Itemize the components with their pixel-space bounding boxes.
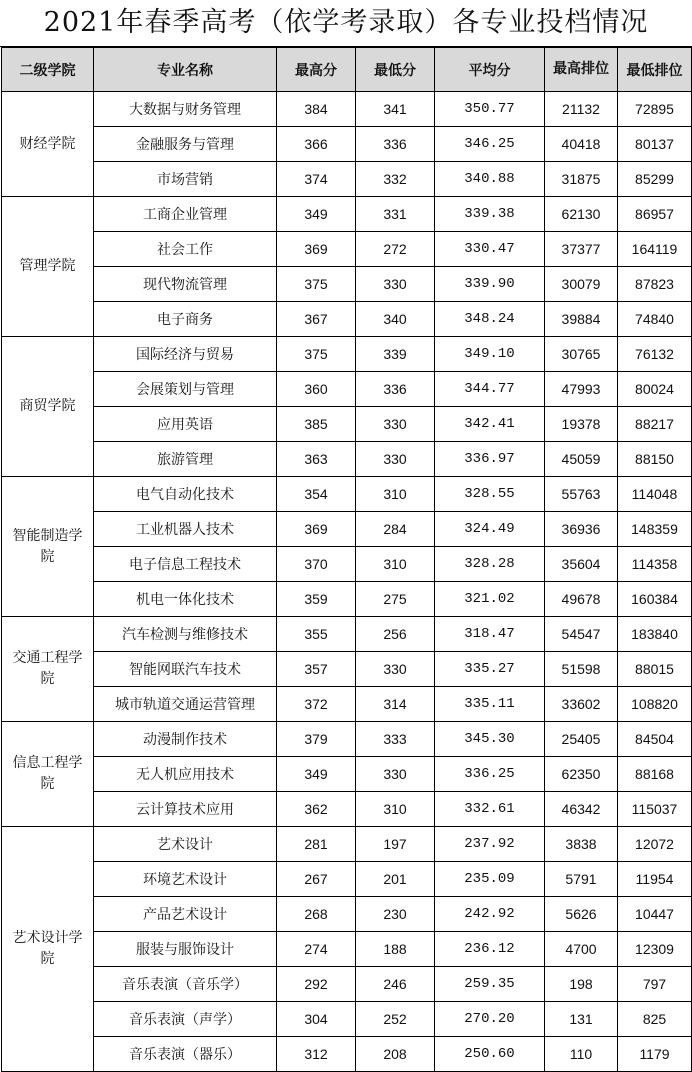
best-rank-cell: 131 [545,1002,618,1037]
min-score-cell: 252 [356,1002,435,1037]
max-score-cell: 363 [277,442,356,477]
header-major: 专业名称 [94,48,277,92]
max-score-cell: 267 [277,862,356,897]
avg-score-cell: 270.20 [435,1002,545,1037]
avg-score-cell: 346.25 [435,127,545,162]
min-score-cell: 330 [356,407,435,442]
worst-rank-cell: 148359 [618,512,692,547]
college-cell: 管理学院 [2,197,94,337]
min-score-cell: 330 [356,442,435,477]
worst-rank-cell: 1179 [618,1037,692,1072]
avg-score-cell: 259.35 [435,967,545,1002]
worst-rank-cell: 80137 [618,127,692,162]
admission-table [1,47,692,1072]
max-score-cell: 366 [277,127,356,162]
best-rank-cell: 62350 [545,757,618,792]
table-row [2,267,692,302]
best-rank-cell: 35604 [545,547,618,582]
header-avg-score: 平均分 [435,48,545,92]
table-row [2,617,692,652]
max-score-cell: 367 [277,302,356,337]
min-score-cell: 310 [356,477,435,512]
best-rank-cell: 49678 [545,582,618,617]
header-best-rank: 最高排位 [545,48,618,92]
max-score-cell: 369 [277,232,356,267]
worst-rank-cell: 10447 [618,897,692,932]
max-score-cell: 379 [277,722,356,757]
table-row [2,757,692,792]
max-score-cell: 354 [277,477,356,512]
avg-score-cell: 328.55 [435,477,545,512]
worst-rank-cell: 85299 [618,162,692,197]
major-cell: 音乐表演（声学） [94,1002,277,1037]
best-rank-cell: 19378 [545,407,618,442]
major-cell: 电子信息工程技术 [94,547,277,582]
major-cell: 国际经济与贸易 [94,337,277,372]
best-rank-cell: 110 [545,1037,618,1072]
avg-score-cell: 321.02 [435,582,545,617]
max-score-cell: 281 [277,827,356,862]
avg-score-cell: 350.77 [435,92,545,127]
worst-rank-cell: 12072 [618,827,692,862]
major-cell: 汽车检测与维修技术 [94,617,277,652]
max-score-cell: 349 [277,757,356,792]
avg-score-cell: 349.10 [435,337,545,372]
best-rank-cell: 30765 [545,337,618,372]
college-cell: 交通工程学院 [2,617,94,722]
table-row [2,442,692,477]
max-score-cell: 370 [277,547,356,582]
best-rank-cell: 62130 [545,197,618,232]
max-score-cell: 355 [277,617,356,652]
table-row [2,932,692,967]
worst-rank-cell: 87823 [618,267,692,302]
worst-rank-cell: 74840 [618,302,692,337]
page-title: 2021年春季高考（依学考录取）各专业投档情况 [0,0,692,47]
min-score-cell: 310 [356,792,435,827]
major-cell: 产品艺术设计 [94,897,277,932]
min-score-cell: 284 [356,512,435,547]
avg-score-cell: 342.41 [435,407,545,442]
min-score-cell: 256 [356,617,435,652]
table-row [2,372,692,407]
max-score-cell: 274 [277,932,356,967]
min-score-cell: 333 [356,722,435,757]
major-cell: 智能网联汽车技术 [94,652,277,687]
major-cell: 应用英语 [94,407,277,442]
min-score-cell: 336 [356,127,435,162]
best-rank-cell: 37377 [545,232,618,267]
table-row [2,127,692,162]
worst-rank-cell: 108820 [618,687,692,722]
avg-score-cell: 324.49 [435,512,545,547]
worst-rank-cell: 797 [618,967,692,1002]
college-cell: 智能制造学院 [2,477,94,617]
min-score-cell: 310 [356,547,435,582]
best-rank-cell: 36936 [545,512,618,547]
min-score-cell: 341 [356,92,435,127]
major-cell: 工业机器人技术 [94,512,277,547]
table-row [2,477,692,512]
table-row [2,967,692,1002]
table-row [2,547,692,582]
header-worst-rank: 最低排位 [618,48,692,92]
min-score-cell: 339 [356,337,435,372]
major-cell: 会展策划与管理 [94,372,277,407]
major-cell: 金融服务与管理 [94,127,277,162]
max-score-cell: 374 [277,162,356,197]
avg-score-cell: 345.30 [435,722,545,757]
max-score-cell: 375 [277,337,356,372]
best-rank-cell: 54547 [545,617,618,652]
max-score-cell: 375 [277,267,356,302]
table-row [2,862,692,897]
max-score-cell: 304 [277,1002,356,1037]
major-cell: 云计算技术应用 [94,792,277,827]
avg-score-cell: 344.77 [435,372,545,407]
major-cell: 城市轨道交通运营管理 [94,687,277,722]
best-rank-cell: 5626 [545,897,618,932]
major-cell: 电气自动化技术 [94,477,277,512]
min-score-cell: 330 [356,267,435,302]
max-score-cell: 349 [277,197,356,232]
avg-score-cell: 250.60 [435,1037,545,1072]
avg-score-cell: 339.90 [435,267,545,302]
college-cell: 艺术设计学院 [2,827,94,1072]
worst-rank-cell: 84504 [618,722,692,757]
table-row [2,162,692,197]
major-cell: 旅游管理 [94,442,277,477]
max-score-cell: 385 [277,407,356,442]
major-cell: 动漫制作技术 [94,722,277,757]
major-cell: 市场营销 [94,162,277,197]
worst-rank-cell: 11954 [618,862,692,897]
min-score-cell: 332 [356,162,435,197]
table-row [2,92,692,127]
major-cell: 大数据与财务管理 [94,92,277,127]
avg-score-cell: 235.09 [435,862,545,897]
best-rank-cell: 5791 [545,862,618,897]
avg-score-cell: 336.25 [435,757,545,792]
table-row [2,512,692,547]
worst-rank-cell: 76132 [618,337,692,372]
max-score-cell: 362 [277,792,356,827]
worst-rank-cell: 86957 [618,197,692,232]
max-score-cell: 369 [277,512,356,547]
min-score-cell: 330 [356,652,435,687]
min-score-cell: 188 [356,932,435,967]
best-rank-cell: 3838 [545,827,618,862]
table-row [2,197,692,232]
best-rank-cell: 55763 [545,477,618,512]
min-score-cell: 272 [356,232,435,267]
major-cell: 音乐表演（器乐） [94,1037,277,1072]
min-score-cell: 314 [356,687,435,722]
worst-rank-cell: 164119 [618,232,692,267]
table-row [2,792,692,827]
worst-rank-cell: 160384 [618,582,692,617]
college-cell: 信息工程学院 [2,722,94,827]
worst-rank-cell: 114048 [618,477,692,512]
min-score-cell: 330 [356,757,435,792]
min-score-cell: 197 [356,827,435,862]
major-cell: 社会工作 [94,232,277,267]
max-score-cell: 360 [277,372,356,407]
best-rank-cell: 45059 [545,442,618,477]
best-rank-cell: 30079 [545,267,618,302]
table-row [2,687,692,722]
min-score-cell: 340 [356,302,435,337]
best-rank-cell: 47993 [545,372,618,407]
college-cell: 商贸学院 [2,337,94,477]
table-row [2,337,692,372]
avg-score-cell: 242.92 [435,897,545,932]
header-college: 二级学院 [2,48,94,92]
max-score-cell: 312 [277,1037,356,1072]
max-score-cell: 359 [277,582,356,617]
header-row [2,48,692,92]
avg-score-cell: 237.92 [435,827,545,862]
table-row [2,652,692,687]
avg-score-cell: 318.47 [435,617,545,652]
best-rank-cell: 33602 [545,687,618,722]
best-rank-cell: 31875 [545,162,618,197]
table-row [2,1037,692,1072]
worst-rank-cell: 88015 [618,652,692,687]
min-score-cell: 331 [356,197,435,232]
major-cell: 服装与服饰设计 [94,932,277,967]
avg-score-cell: 335.27 [435,652,545,687]
min-score-cell: 230 [356,897,435,932]
best-rank-cell: 51598 [545,652,618,687]
major-cell: 环境艺术设计 [94,862,277,897]
worst-rank-cell: 72895 [618,92,692,127]
major-cell: 电子商务 [94,302,277,337]
worst-rank-cell: 114358 [618,547,692,582]
avg-score-cell: 339.38 [435,197,545,232]
header-min-score: 最低分 [356,48,435,92]
max-score-cell: 292 [277,967,356,1002]
worst-rank-cell: 88150 [618,442,692,477]
max-score-cell: 357 [277,652,356,687]
max-score-cell: 372 [277,687,356,722]
worst-rank-cell: 183840 [618,617,692,652]
worst-rank-cell: 825 [618,1002,692,1037]
header-max-score: 最高分 [277,48,356,92]
min-score-cell: 336 [356,372,435,407]
best-rank-cell: 21132 [545,92,618,127]
table-row [2,897,692,932]
max-score-cell: 268 [277,897,356,932]
worst-rank-cell: 80024 [618,372,692,407]
table-row [2,407,692,442]
major-cell: 音乐表演（音乐学） [94,967,277,1002]
avg-score-cell: 336.97 [435,442,545,477]
best-rank-cell: 46342 [545,792,618,827]
best-rank-cell: 40418 [545,127,618,162]
worst-rank-cell: 88217 [618,407,692,442]
best-rank-cell: 25405 [545,722,618,757]
min-score-cell: 275 [356,582,435,617]
avg-score-cell: 332.61 [435,792,545,827]
avg-score-cell: 348.24 [435,302,545,337]
major-cell: 机电一体化技术 [94,582,277,617]
min-score-cell: 208 [356,1037,435,1072]
min-score-cell: 246 [356,967,435,1002]
table-row [2,302,692,337]
min-score-cell: 201 [356,862,435,897]
avg-score-cell: 335.11 [435,687,545,722]
avg-score-cell: 330.47 [435,232,545,267]
best-rank-cell: 198 [545,967,618,1002]
table-row [2,582,692,617]
major-cell: 现代物流管理 [94,267,277,302]
best-rank-cell: 39884 [545,302,618,337]
table-row [2,827,692,862]
college-cell: 财经学院 [2,92,94,197]
max-score-cell: 384 [277,92,356,127]
major-cell: 无人机应用技术 [94,757,277,792]
major-cell: 艺术设计 [94,827,277,862]
worst-rank-cell: 115037 [618,792,692,827]
avg-score-cell: 236.12 [435,932,545,967]
avg-score-cell: 340.88 [435,162,545,197]
major-cell: 工商企业管理 [94,197,277,232]
table-row [2,722,692,757]
table-body [2,92,692,1072]
table-row [2,232,692,267]
worst-rank-cell: 88168 [618,757,692,792]
avg-score-cell: 328.28 [435,547,545,582]
worst-rank-cell: 12309 [618,932,692,967]
best-rank-cell: 4700 [545,932,618,967]
table-row [2,1002,692,1037]
